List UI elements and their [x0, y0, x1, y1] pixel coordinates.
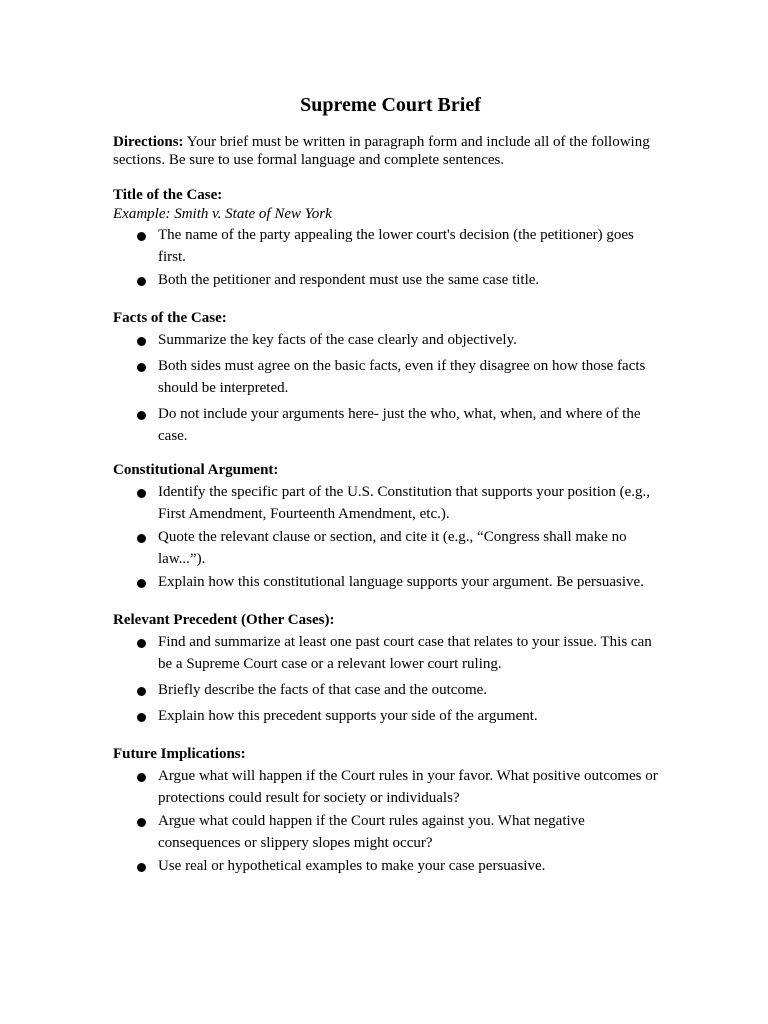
section-heading: Facts of the Case:: [113, 310, 227, 326]
example-text: Example: Smith v. State of New York: [113, 206, 332, 222]
list-item: [113, 679, 658, 701]
bullet-icon: [137, 277, 146, 286]
section-heading: Title of the Case:: [113, 187, 223, 203]
list-item: [113, 705, 658, 727]
bullet-list: [113, 481, 658, 593]
list-item-text: Both the petitioner and respondent must use the same case title.: [158, 272, 540, 288]
bullet-list: [113, 329, 658, 447]
list-item-text: Find and summarize at least one past court case that relates to your issue. This can be a Supreme Court case or a relevant lower court ruling.: [158, 634, 652, 672]
section-title-of-case: [113, 186, 658, 291]
section-constitutional-argument: [113, 461, 658, 593]
bullet-icon: [137, 534, 146, 543]
list-item-text: The name of the party appealing the lower court's decision (the petitioner) goes first.: [158, 227, 634, 265]
list-item: [113, 403, 658, 447]
bullet-icon: [137, 818, 146, 827]
list-item: [113, 355, 658, 399]
list-item-text: Briefly describe the facts of that case and the outcome.: [158, 682, 488, 698]
list-item: [113, 269, 658, 291]
list-item: [113, 224, 658, 268]
list-item-text: Explain how this precedent supports your side of the argument.: [158, 708, 538, 724]
list-item-text: Quote the relevant clause or section, and cite it (e.g., “Congress shall make no law...”).: [158, 529, 627, 567]
bullet-icon: [137, 411, 146, 420]
directions-text: Your brief must be written in paragraph form and include all of the following sections. Be sure to use formal language and complete sentences.: [113, 134, 650, 168]
document-page: [113, 92, 658, 877]
bullet-icon: [137, 232, 146, 241]
section-facts-of-case: [113, 309, 658, 447]
section-future-implications: [113, 745, 658, 877]
bullet-icon: [137, 773, 146, 782]
list-item: [113, 481, 658, 525]
list-item: [113, 631, 658, 675]
list-item-text: Use real or hypothetical examples to make your case persuasive.: [158, 858, 546, 874]
directions-label: Directions:: [113, 134, 184, 150]
list-item-text: Explain how this constitutional language supports your argument. Be persuasive.: [158, 574, 644, 590]
page-title: Supreme Court Brief: [300, 94, 481, 116]
section-heading: Constitutional Argument:: [113, 462, 279, 478]
list-item-text: Argue what will happen if the Court rules in your favor. What positive outcomes or protections could result for society or individuals?: [158, 768, 658, 806]
directions-paragraph: [113, 133, 658, 169]
bullet-icon: [137, 489, 146, 498]
list-item: [113, 571, 658, 593]
list-item-text: Do not include your arguments here- just the who, what, when, and where of the case.: [158, 406, 641, 444]
list-item: [113, 526, 658, 570]
section-relevant-precedent: [113, 611, 658, 727]
bullet-list: [113, 224, 658, 291]
bullet-list: [113, 765, 658, 877]
bullet-icon: [137, 337, 146, 346]
list-item-text: Summarize the key facts of the case clearly and objectively.: [158, 332, 517, 348]
list-item: [113, 810, 658, 854]
list-item: [113, 855, 658, 877]
section-heading: Future Implications:: [113, 746, 246, 762]
list-item-text: Both sides must agree on the basic facts, even if they disagree on how those facts should be interpreted.: [158, 358, 646, 396]
bullet-icon: [137, 639, 146, 648]
list-item: [113, 765, 658, 809]
bullet-icon: [137, 579, 146, 588]
bullet-icon: [137, 713, 146, 722]
bullet-icon: [137, 863, 146, 872]
bullet-icon: [137, 687, 146, 696]
bullet-icon: [137, 363, 146, 372]
list-item: [113, 329, 658, 351]
list-item-text: Argue what could happen if the Court rules against you. What negative consequences or slippery slopes might occur?: [158, 813, 585, 851]
list-item-text: Identify the specific part of the U.S. Constitution that supports your position (e.g., First Amendment, Fourteenth Amendment, etc.).: [158, 484, 651, 522]
section-heading: Relevant Precedent (Other Cases):: [113, 612, 335, 628]
bullet-list: [113, 631, 658, 727]
